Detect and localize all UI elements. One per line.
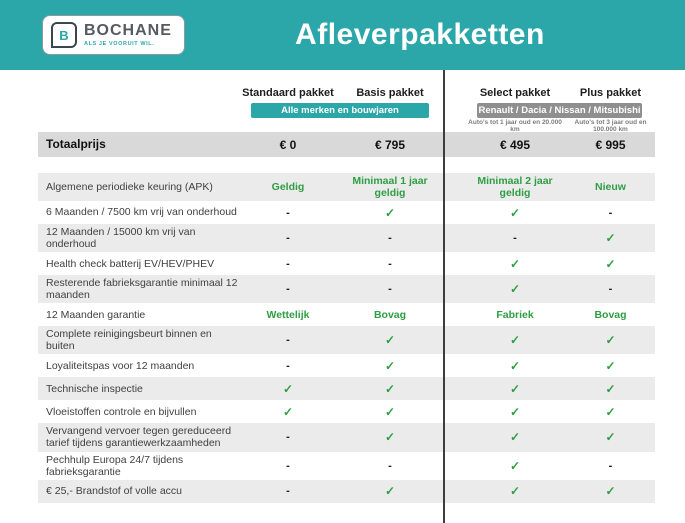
feature-label: Resterende fabrieksgarantie minimaal 12 maanden bbox=[46, 277, 238, 302]
feature-value-basis: ✓ bbox=[384, 404, 396, 419]
column-header-row bbox=[38, 84, 655, 102]
feature-value-plus: Bovag bbox=[594, 308, 627, 321]
feature-value-standaard: - bbox=[286, 283, 290, 296]
feature-value-plus: ✓ bbox=[605, 404, 616, 419]
group-divider-line bbox=[443, 70, 445, 523]
feature-value-plus: - bbox=[608, 283, 613, 296]
feature-value-standaard: - bbox=[286, 232, 290, 245]
feature-value-select: ✓ bbox=[509, 205, 521, 220]
feature-value-select: ✓ bbox=[509, 404, 521, 419]
feature-value-plus: Nieuw bbox=[595, 181, 626, 193]
column-plus-pakket: Plus pakket bbox=[579, 87, 642, 99]
feature-row bbox=[38, 275, 655, 303]
feature-label: € 25,- Brandstof of volle accu bbox=[46, 485, 182, 498]
feature-value-select: ✓ bbox=[509, 282, 521, 297]
feature-row bbox=[38, 423, 655, 451]
feature-value-basis: ✓ bbox=[384, 381, 396, 396]
feature-row bbox=[38, 480, 655, 503]
feature-value-standaard: - bbox=[286, 206, 290, 219]
feature-row bbox=[38, 452, 655, 480]
feature-value-standaard: Geldig bbox=[271, 181, 305, 193]
feature-label: Algemene periodieke keuring (APK) bbox=[46, 180, 213, 193]
plus-pakket-subtitle: Auto's tot 3 jaar oud en 100.000 km bbox=[574, 119, 647, 133]
feature-value-select: ✓ bbox=[509, 256, 521, 271]
feature-value-select: Fabriek bbox=[496, 308, 534, 321]
brand-name: BOCHANE bbox=[84, 22, 172, 39]
feature-value-plus: ✓ bbox=[605, 381, 616, 396]
price-basis: € 795 bbox=[374, 137, 406, 152]
feature-row bbox=[38, 400, 655, 423]
feature-row bbox=[38, 224, 655, 252]
feature-value-plus: ✓ bbox=[605, 484, 616, 499]
feature-value-basis: ✓ bbox=[384, 205, 396, 220]
feature-value-select: ✓ bbox=[509, 430, 521, 445]
feature-row bbox=[38, 173, 655, 201]
feature-value-basis: - bbox=[388, 257, 392, 270]
price-standaard: € 0 bbox=[279, 137, 297, 152]
feature-row bbox=[38, 377, 655, 400]
feature-value-basis: - bbox=[388, 232, 392, 245]
badge-renault-dacia-nissan-mitsubishi: Renault / Dacia / Nissan / Mitsubishi bbox=[478, 104, 641, 116]
spacer bbox=[0, 157, 685, 173]
feature-value-standaard: ✓ bbox=[282, 381, 294, 396]
feature-value-select: Minimaal 2 jaar geldig bbox=[477, 175, 553, 199]
feature-value-basis: Bovag bbox=[373, 308, 407, 321]
column-basis-pakket: Basis pakket bbox=[356, 87, 424, 99]
feature-label: Vervangend vervoer tegen gereduceerd tarief tijdens garantiewerkzaamheden bbox=[46, 425, 232, 450]
subtitle-row bbox=[38, 119, 655, 132]
feature-row bbox=[38, 354, 655, 377]
bochane-logo-text bbox=[84, 23, 172, 47]
feature-label: Technische inspectie bbox=[46, 382, 143, 395]
page-title: Afleverpakketten bbox=[295, 18, 545, 51]
feature-value-basis: ✓ bbox=[384, 333, 396, 348]
feature-value-basis: ✓ bbox=[384, 430, 396, 445]
feature-value-basis: ✓ bbox=[384, 358, 396, 373]
feature-value-basis: - bbox=[388, 459, 392, 472]
feature-value-standaard: ✓ bbox=[282, 404, 294, 419]
price-select: € 495 bbox=[499, 137, 531, 152]
feature-row bbox=[38, 201, 655, 224]
feature-row bbox=[38, 326, 655, 354]
feature-label: 6 Maanden / 7500 km vrij van onderhoud bbox=[46, 206, 237, 219]
feature-value-plus: ✓ bbox=[605, 231, 616, 246]
feature-value-select: ✓ bbox=[509, 484, 521, 499]
feature-value-select: - bbox=[513, 232, 517, 245]
brand-tagline: ALS JE VOORUIT WIL. bbox=[84, 41, 155, 47]
feature-value-standaard: - bbox=[286, 485, 290, 498]
total-price-label: Totaalprijs bbox=[46, 136, 106, 151]
feature-label: Pechhulp Europa 24/7 tijdens fabrieksgarantie bbox=[46, 453, 184, 478]
feature-value-standaard: - bbox=[286, 359, 290, 372]
feature-label: Health check batterij EV/HEV/PHEV bbox=[46, 257, 215, 270]
price-plus: € 995 bbox=[595, 137, 626, 152]
package-comparison-table bbox=[0, 70, 685, 523]
feature-label: 12 Maanden / 15000 km vrij van onderhoud bbox=[46, 226, 196, 251]
feature-label: Loyaliteitspas voor 12 maanden bbox=[46, 359, 195, 372]
feature-value-basis: Minimaal 1 jaar geldig bbox=[352, 175, 428, 199]
feature-value-standaard: - bbox=[286, 459, 290, 472]
total-price-row bbox=[38, 132, 655, 157]
feature-value-standaard: Wettelijk bbox=[266, 308, 310, 321]
feature-value-plus: ✓ bbox=[605, 333, 616, 348]
feature-label: 12 Maanden garantie bbox=[46, 308, 146, 321]
badge-slot-left bbox=[238, 103, 442, 118]
feature-row bbox=[38, 252, 655, 275]
badge-alle-merken: Alle merken en bouwjaren bbox=[251, 103, 429, 118]
bochane-logo bbox=[42, 15, 185, 55]
select-pakket-subtitle: Auto's tot 1 jaar oud en 20.000 km bbox=[468, 119, 562, 133]
feature-value-plus: - bbox=[608, 459, 613, 472]
feature-label: Vloeistoffen controle en bijvullen bbox=[46, 405, 197, 418]
header-bar bbox=[0, 0, 685, 70]
bochane-logo-icon: B bbox=[51, 22, 77, 48]
feature-value-select: ✓ bbox=[509, 333, 521, 348]
feature-value-standaard: - bbox=[286, 334, 290, 347]
feature-row bbox=[38, 303, 655, 326]
feature-value-basis: - bbox=[388, 283, 392, 296]
column-standaard-pakket: Standaard pakket bbox=[242, 87, 334, 99]
feature-value-basis: ✓ bbox=[384, 484, 396, 499]
feature-value-plus: ✓ bbox=[605, 358, 616, 373]
feature-value-standaard: - bbox=[286, 257, 290, 270]
feature-label: Complete reinigingsbeurt binnen en buiten bbox=[46, 328, 212, 353]
feature-value-plus: ✓ bbox=[605, 430, 616, 445]
feature-value-select: ✓ bbox=[509, 381, 521, 396]
feature-value-standaard: - bbox=[286, 431, 290, 444]
feature-value-plus: ✓ bbox=[605, 256, 616, 271]
badge-slot-right bbox=[464, 103, 655, 118]
feature-value-select: ✓ bbox=[509, 358, 521, 373]
column-select-pakket: Select pakket bbox=[479, 87, 551, 99]
feature-value-plus: - bbox=[608, 206, 613, 219]
feature-rows bbox=[0, 173, 685, 503]
group-badge-row bbox=[38, 102, 655, 119]
feature-value-select: ✓ bbox=[509, 458, 521, 473]
